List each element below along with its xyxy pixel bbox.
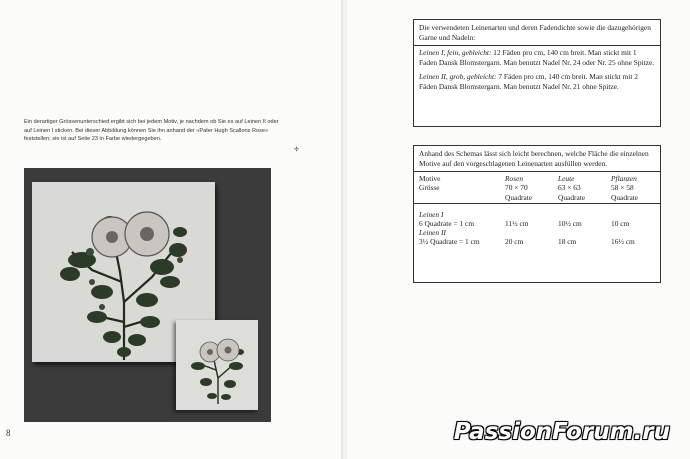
- section-label: Leinen I: [419, 209, 444, 219]
- table-row: [414, 237, 660, 246]
- column-unit: Quadrate: [611, 192, 639, 202]
- photo-caption: Ein derartiger Grössenunterschied ergibt sich bei jedem Motiv, je nachdem ob Sie es auf Leinen II oder auf Leinen I sticken. Bei dieser Abbildung können Sie ihn anhand der «Pater Hugh Scallons Rose» feststellen; sie ist auf Seite 23 in Farbe wiedergegeben.: [24, 119, 279, 143]
- table-section-row: [414, 210, 660, 219]
- column-unit: Quadrate: [558, 192, 586, 202]
- row-label: 6 Quadrate = 1 cm: [419, 219, 475, 228]
- column-header: [554, 172, 607, 203]
- table-cell: 10½ cm: [558, 219, 582, 228]
- column-header: [607, 172, 660, 203]
- table-cell: 18 cm: [558, 237, 577, 247]
- embroidery-photo: [24, 168, 271, 422]
- size-table-heading: Anhand des Schemas lässt sich leicht berechnen, welche Fläche die einzelnen Motive auf den vorgeschlagenen Leinenarten ausfüllen werden.: [414, 146, 660, 172]
- column-name: Pflanzen: [611, 174, 637, 184]
- size-table: [414, 172, 660, 246]
- linen-2-paragraph: [414, 67, 660, 91]
- watermark: PassionForum.ru: [453, 419, 670, 445]
- column-name: Leute: [558, 174, 575, 184]
- linen-1-text: 12 Fäden pro cm, 140 cm breit. Man stickt mit 1 Faden Dansk Blomstergarn. Man benutzt Nadel Nr. 24 oder Nr. 25 ohne Spitze.: [419, 48, 655, 67]
- linen-2-text: 7 Fäden pro cm, 140 cm breit. Man stickt mit 2 Fäden Dansk Blomstergarn. Man benutzt Nadel Nr. 21 ohne Spitze.: [419, 72, 638, 91]
- column-unit: Quadrate: [505, 192, 533, 202]
- table-cell: 11½ cm: [505, 219, 529, 228]
- col-label-motive: Motive: [419, 174, 441, 184]
- linen-1-label: Leinen I, fein, gebleicht:: [419, 48, 492, 58]
- right-page: [347, 0, 690, 459]
- small-embroidery-panel: [176, 320, 258, 410]
- table-section-row: [414, 228, 660, 237]
- linen-types-box: [413, 19, 661, 127]
- table-header-row: [414, 172, 660, 203]
- table-row: [414, 219, 660, 228]
- column-size: 70 × 70: [505, 183, 528, 193]
- size-table-box: [413, 145, 661, 283]
- col-label-groesse: Grösse: [419, 183, 440, 193]
- linen-1-paragraph: [414, 46, 660, 67]
- linen-2-label: Leinen II, grob, gebleicht:: [419, 72, 497, 82]
- column-size: 63 × 63: [558, 183, 581, 193]
- linen-types-heading: Die verwendeten Leinenarten und deren Fadendichte sowie die dazugehörigen Garne und Nadeln:: [414, 20, 660, 46]
- table-cell: 16½ cm: [611, 237, 635, 247]
- section-label: Leinen II: [419, 228, 446, 238]
- left-page: [0, 0, 343, 459]
- column-name: Rosen: [505, 174, 524, 184]
- column-size: 58 × 58: [611, 183, 634, 193]
- row-label: 3½ Quadrate = 1 cm: [419, 237, 480, 247]
- marker-symbol: ✣: [294, 147, 300, 153]
- table-cell: 20 cm: [505, 237, 524, 247]
- table-cell: 10 cm: [611, 219, 630, 228]
- rose-motif-small: [176, 320, 258, 410]
- column-header: [501, 172, 554, 203]
- page-number: 8: [6, 428, 11, 438]
